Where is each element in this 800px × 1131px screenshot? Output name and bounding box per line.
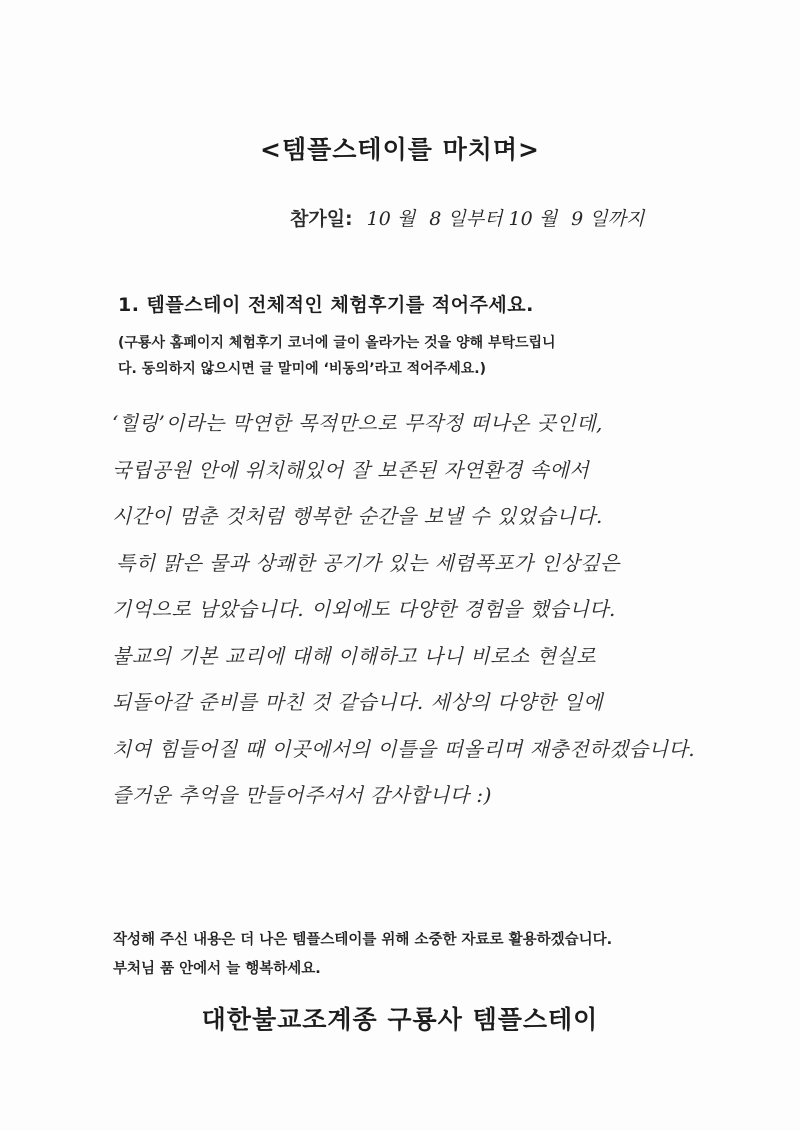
answer-line: 치여 힘들어질 때 이곳에서의 이틀을 떠올리며 재충전하겠습니다.	[112, 736, 696, 761]
footer-line: 작성해 주신 내용은 더 나은 템플스테이를 위해 소중한 자료로 활용하겠습니다.	[113, 932, 613, 948]
footer-note	[113, 926, 612, 984]
question-note	[118, 330, 688, 382]
participation-dates	[290, 204, 644, 231]
answer-line: 시간이 멈춘 것처럼 행복한 순간을 보낼 수 있었습니다.	[112, 504, 603, 528]
start-day: 8	[429, 208, 442, 230]
organization-name: 대한불교조계종 구룡사 템플스테이	[201, 1005, 599, 1034]
answer-line: 국립공원 안에 위치해있어 잘 보존된 자연환경 속에서	[112, 457, 590, 482]
answer-line: 즐거운 추억을 만들어주셔서 감사합니다 :)	[112, 783, 492, 807]
month-unit: 월	[538, 208, 558, 230]
page-title: <템플스테이를 마치며>	[260, 135, 540, 164]
answer-line: 기억으로 남았습니다. 이외에도 다양한 경험을 했습니다.	[112, 597, 616, 621]
question-heading: 1. 템플스테이 전체적인 체험후기를 적어주세요.	[118, 294, 534, 316]
question-note-line: (구룡사 홈페이지 체험후기 코너에 글이 올라가는 것을 양해 부탁드립니	[118, 335, 556, 351]
start-month: 10	[366, 208, 391, 230]
end-month: 10	[508, 208, 533, 230]
answer-line: 특히 맑은 물과 상쾌한 공기가 있는 세렴폭포가 인상깊은	[116, 550, 620, 575]
question-note-line: 다. 동의하지 않으시면 글 말미에 ‘비동의’라고 적어주세요.)	[118, 361, 486, 377]
month-unit: 월	[396, 208, 416, 230]
answer-line: ‘힐링’이라는 막연한 목적만으로 무작정 떠나온 곳인데,	[112, 411, 603, 435]
footer-line: 부처님 품 안에서 늘 행복하세요.	[113, 961, 321, 977]
end-suffix: 일까지	[589, 208, 645, 230]
answer-line: 되돌아갈 준비를 마친 것 같습니다. 세상의 다양한 일에	[112, 690, 603, 714]
start-suffix: 일부터	[447, 208, 503, 230]
handwritten-answer	[112, 400, 762, 819]
end-day: 9	[571, 208, 584, 230]
participation-label: 참가일:	[290, 208, 353, 230]
answer-line: 불교의 기본 교리에 대해 이해하고 나니 비로소 현실로	[112, 643, 597, 668]
